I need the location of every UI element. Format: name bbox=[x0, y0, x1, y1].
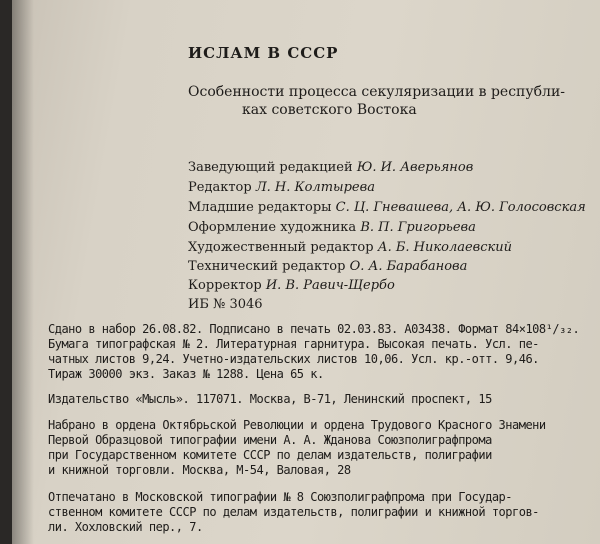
credit-line bbox=[188, 200, 586, 215]
credit-line bbox=[188, 220, 476, 235]
credit-role: Заведующий редакцией bbox=[188, 160, 353, 175]
print-details-line: чатных листов 9,24. Учетно-издательских листов 10,06. Усл. кр.-отт. 9,46. bbox=[48, 352, 539, 366]
page-edge-shadow bbox=[12, 0, 34, 544]
typesetting-line: Первой Образцовой типографии имени А. А. Жданова Союзполиграфпрома bbox=[48, 433, 492, 447]
subtitle-line-2: ках советского Востока bbox=[242, 102, 417, 118]
credit-name: О. А. Барабанова bbox=[349, 259, 468, 274]
credit-role: Технический редактор bbox=[188, 259, 346, 274]
printing-line: ственном комитете СССР по делам издательств, полиграфии и книжной торгов- bbox=[48, 505, 539, 519]
credit-role: Редактор bbox=[188, 180, 252, 195]
credit-name: Л. Н. Колтырева bbox=[255, 180, 375, 195]
book-page bbox=[12, 0, 600, 544]
ib-number: ИБ № 3046 bbox=[188, 297, 263, 312]
credit-name: С. Ц. Гневашева, А. Ю. Голосовская bbox=[335, 200, 586, 215]
typesetting-line: Набрано в ордена Октябрьской Революции и ордена Трудового Красного Знамени bbox=[48, 418, 546, 432]
typesetting-line: при Государственном комитете СССР по делам издательств, полиграфии bbox=[48, 448, 492, 462]
subtitle-line-1: Особенности процесса секуляризации в республи- bbox=[188, 84, 566, 100]
credit-name: И. В. Равич-Щербо bbox=[265, 278, 395, 293]
credit-role: Младшие редакторы bbox=[188, 200, 332, 215]
credit-line bbox=[188, 160, 473, 175]
print-details-line: Тираж 30000 экз. Заказ № 1288. Цена 65 к. bbox=[48, 367, 324, 381]
book-title: ИСЛАМ В СССР bbox=[188, 44, 339, 62]
print-details-line: Бумага типографская № 2. Литературная гарнитура. Высокая печать. Усл. пе- bbox=[48, 337, 539, 351]
credit-name: Ю. И. Аверьянов bbox=[356, 160, 474, 175]
print-details-line: Сдано в набор 26.08.82. Подписано в печать 02.03.83. А03438. Формат 84×108¹/₃₂. bbox=[48, 322, 580, 336]
typesetting-line: и книжной торговли. Москва, М-54, Валовая, 28 bbox=[48, 463, 351, 477]
printing-line: ли. Хохловский пер., 7. bbox=[48, 520, 203, 534]
credit-role: Художественный редактор bbox=[188, 240, 374, 255]
credit-line bbox=[188, 278, 395, 293]
credit-name: В. П. Григорьева bbox=[360, 220, 476, 235]
publisher-line: Издательство «Мысль». 117071. Москва, В-71, Ленинский проспект, 15 bbox=[48, 392, 492, 406]
credit-line bbox=[188, 180, 375, 195]
credit-line bbox=[188, 240, 512, 255]
credit-name: А. Б. Николаевский bbox=[377, 240, 513, 255]
printing-line: Отпечатано в Московской типографии № 8 Союзполиграфпрома при Государ- bbox=[48, 490, 512, 504]
credit-line bbox=[188, 259, 467, 274]
credit-role: Корректор bbox=[188, 278, 262, 293]
credit-role: Оформление художника bbox=[188, 220, 357, 235]
